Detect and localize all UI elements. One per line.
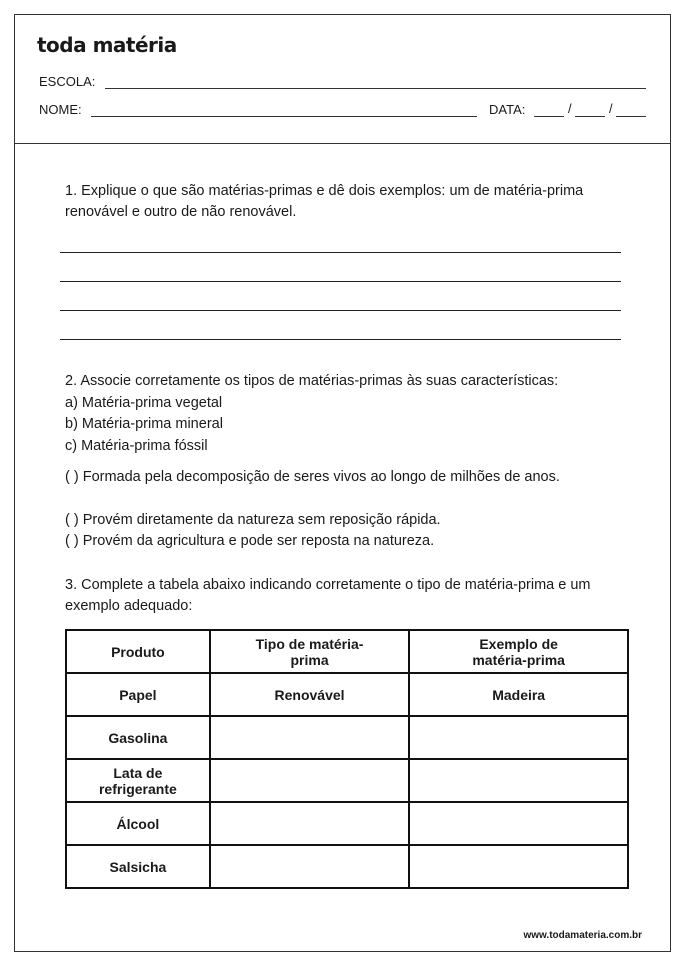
escola-label: ESCOLA: [39, 74, 96, 89]
cell-tipo[interactable] [210, 716, 410, 759]
table-row [66, 716, 628, 759]
materia-prima-table [65, 629, 629, 889]
answer-line[interactable] [60, 281, 621, 282]
question-3-text: 3. Complete a tabela abaixo indicando corretamente o tipo de matéria-prima e um exemplo adequado: [65, 577, 591, 614]
cell-exemplo[interactable] [409, 716, 628, 759]
option-a: a) Matéria-prima vegetal [65, 395, 223, 411]
table-row [66, 802, 628, 845]
header-exemplo: Exemplo de matéria-prima [409, 630, 628, 673]
nome-input-line[interactable] [91, 116, 477, 117]
escola-input-line[interactable] [105, 88, 646, 89]
worksheet [14, 14, 671, 952]
date-day-line[interactable] [534, 116, 564, 117]
cell-exemplo[interactable] [409, 802, 628, 845]
question-2-text: 2. Associe corretamente os tipos de matérias-primas às suas características: [65, 373, 559, 389]
cell-tipo[interactable] [210, 802, 410, 845]
option-c: c) Matéria-prima fóssil [65, 438, 208, 454]
match-item-1: ( ) Formada pela decomposição de seres vivos ao longo de milhões de anos. [65, 469, 560, 485]
cell-tipo[interactable] [210, 845, 410, 888]
question-1-text: 1. Explique o que são matérias-primas e dê dois exemplos: um de matéria-prima renovável e outro de não renovável. [65, 183, 584, 220]
cell-exemplo: Madeira [409, 673, 628, 716]
answer-line[interactable] [60, 339, 621, 340]
table-row [66, 845, 628, 888]
match-item-3: ( ) Provém da agricultura e pode ser reposta na natureza. [65, 533, 435, 549]
table-header-row [66, 630, 628, 673]
date-separator: / [609, 101, 613, 116]
worksheet-header [15, 15, 670, 144]
cell-exemplo[interactable] [409, 845, 628, 888]
match-item-2: ( ) Provém diretamente da natureza sem reposição rápida. [65, 512, 441, 528]
cell-produto: Gasolina [66, 716, 210, 759]
cell-produto: Papel [66, 673, 210, 716]
answer-line[interactable] [60, 310, 621, 311]
cell-tipo[interactable] [210, 759, 410, 802]
header-tipo: Tipo de matéria-prima [210, 630, 410, 673]
date-month-line[interactable] [575, 116, 605, 117]
cell-produto: Álcool [66, 802, 210, 845]
answer-line[interactable] [60, 252, 621, 253]
cell-produto: Lata de refrigerante [66, 759, 210, 802]
cell-tipo: Renovável [210, 673, 410, 716]
date-year-line[interactable] [616, 116, 646, 117]
date-separator: / [568, 101, 572, 116]
data-label: DATA: [489, 102, 526, 117]
header-produto: Produto [66, 630, 210, 673]
option-b: b) Matéria-prima mineral [65, 416, 223, 432]
cell-produto: Salsicha [66, 845, 210, 888]
brand-logo: toda matéria [37, 33, 177, 57]
cell-exemplo[interactable] [409, 759, 628, 802]
table-row [66, 759, 628, 802]
footer-website: www.todamateria.com.br [523, 930, 642, 941]
nome-label: NOME: [39, 102, 82, 117]
table-row [66, 673, 628, 716]
